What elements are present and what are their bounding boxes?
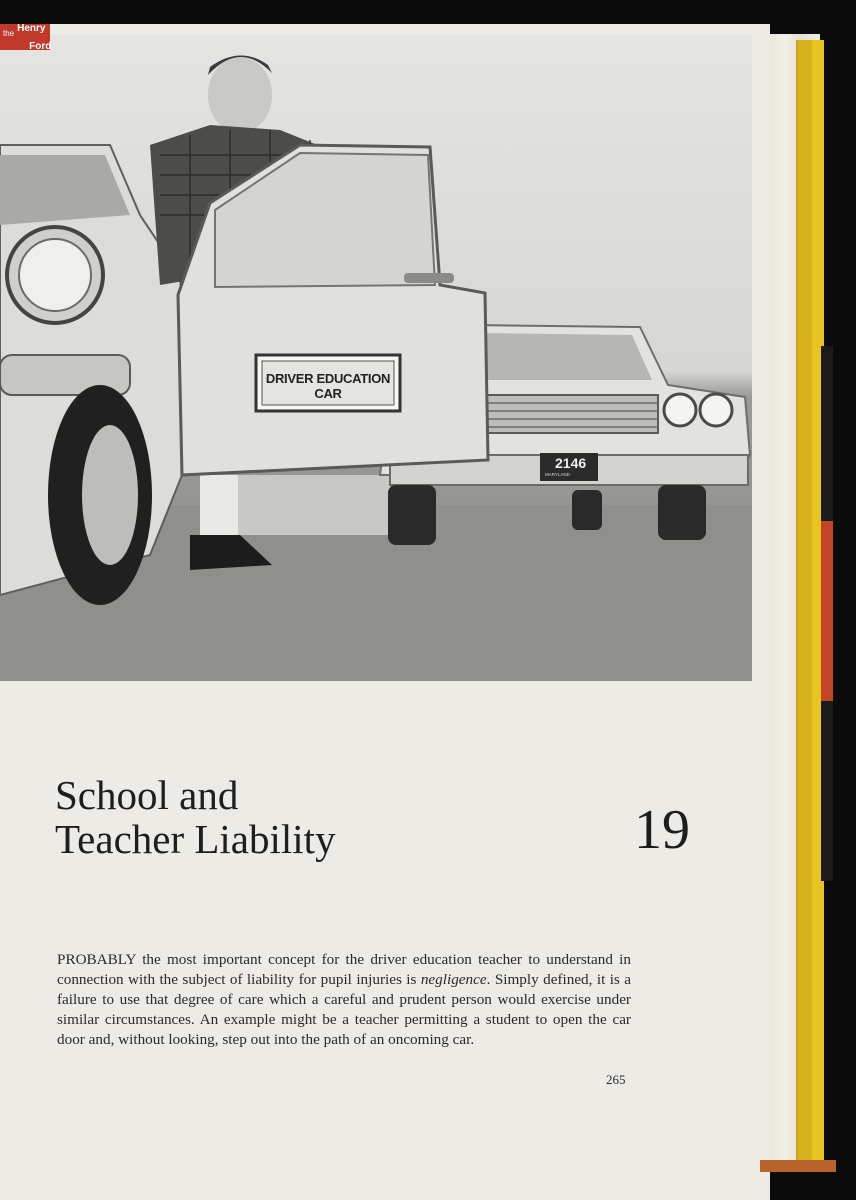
- body-paragraph: [57, 950, 631, 1050]
- logo-text-the: the: [3, 29, 15, 38]
- body-lead-word: PROBABLY: [57, 951, 136, 968]
- binding-bottom: [760, 1160, 836, 1172]
- page-number: 265: [606, 1072, 626, 1087]
- door-sign-text: DRIVER EDUCATION CAR: [265, 371, 391, 401]
- logo-text-ford: Ford: [29, 40, 52, 52]
- driver-education-photo: [0, 35, 752, 681]
- section-tab-black-2: [821, 701, 833, 881]
- chapter-title-line1: School and: [55, 772, 239, 818]
- body-text-part1: the most important concept for the driver education teacher to understand in connection with the subject of liability for pupil injuries is: [57, 951, 631, 988]
- henry-ford-logo: [0, 24, 50, 50]
- chapter-number: 19: [634, 799, 690, 861]
- license-plate-number: 2146: [555, 455, 587, 471]
- chapter-title-line2: Teacher Liability: [55, 816, 336, 862]
- license-plate-state: MARYLAND: [545, 472, 570, 477]
- body-text-part2: . Simply defined, it is a failure to use that degree of care which a careful and prudent person would exercise under similar circumstances. An example might be a teacher permitting a student to open the car door and, without looking, step out into the path of an oncoming car.: [57, 971, 631, 1048]
- chapter-title: [55, 773, 336, 861]
- logo-text-henry: Henry: [17, 22, 46, 34]
- body-emphasis: negligence: [420, 971, 487, 988]
- section-tab-black: [821, 346, 833, 521]
- section-tab-red: [821, 521, 833, 701]
